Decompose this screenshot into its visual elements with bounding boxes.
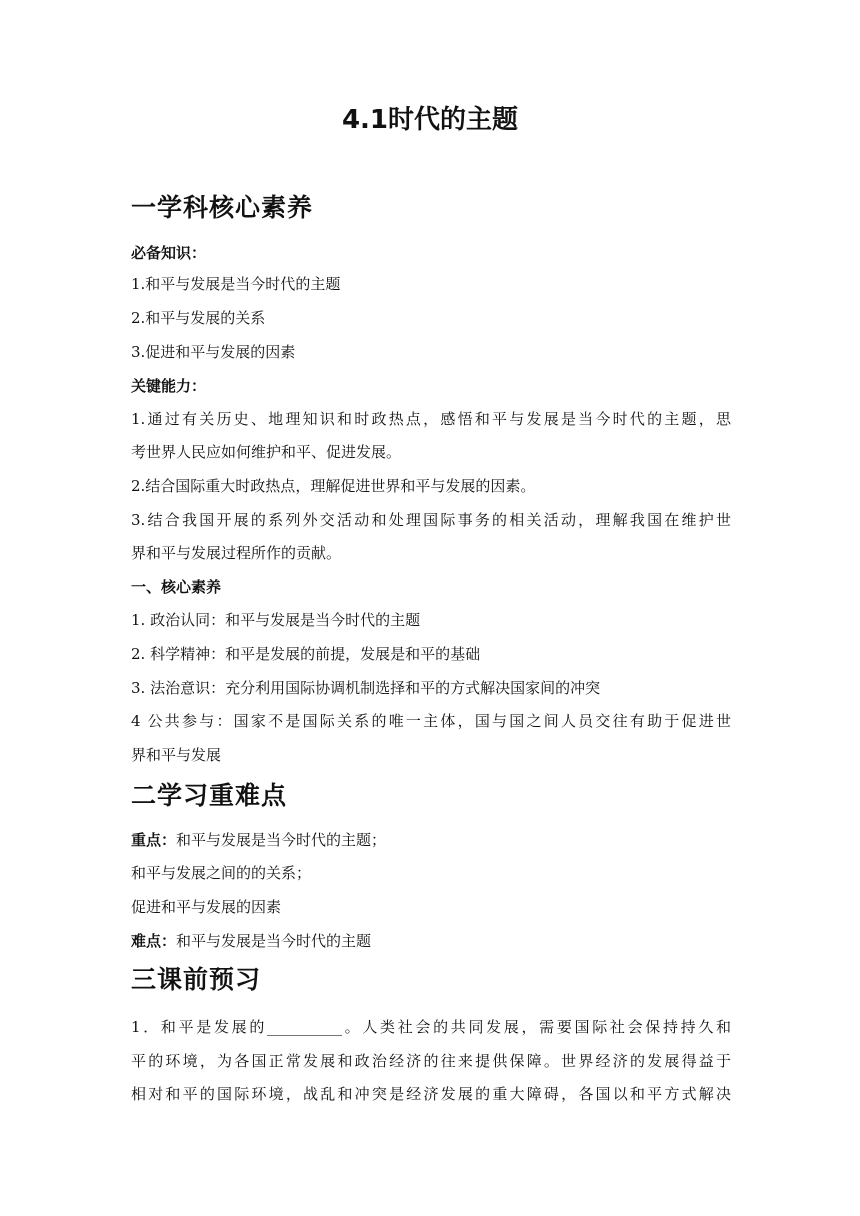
section-heading-literacy: 一学科核心素养 (131, 193, 314, 222)
key-point-label: 重点： (131, 831, 177, 849)
core-line-1: 1. 政治认同：和平与发展是当今时代的主题 (131, 611, 421, 629)
key-ability-label: 关键能力： (131, 377, 207, 395)
core-line-4: 4 公共参与：国家不是国际关系的唯一主体，国与国之间人员交往有助于促进世 (131, 712, 731, 730)
document-title: 4.1时代的主题 (341, 105, 519, 135)
required-item-3: 3.促进和平与发展的因素 (131, 343, 296, 361)
ability-line-5: 界和平与发展过程所作的贡献。 (131, 544, 342, 562)
section-heading-preview: 三课前预习 (131, 965, 262, 994)
ability-line-2: 考世界人民应如何维护和平、促进发展。 (131, 443, 402, 461)
core-literacy-label: 一、核心素养 (131, 578, 222, 596)
required-item-1: 1.和平与发展是当今时代的主题 (131, 275, 341, 293)
section-heading-key-points: 二学习重难点 (131, 781, 288, 810)
ability-line-1: 1.通过有关历史、地理知识和时政热点，感悟和平与发展是当今时代的主题，思 (131, 410, 731, 428)
preview-line-1: 1．和平是发展的__________。人类社会的共同发展，需要国际社会保持持久和 (131, 1018, 731, 1036)
core-line-2: 2. 科学精神：和平是发展的前提，发展是和平的基础 (131, 645, 481, 663)
ability-line-3: 2.结合国际重大时政热点，理解促进世界和平与发展的因素。 (131, 477, 536, 495)
key-point-line (131, 829, 731, 851)
core-line-3: 3. 法治意识：充分利用国际协调机制选择和平的方式解决国家间的冲突 (131, 679, 601, 697)
required-item-2: 2.和平与发展的关系 (131, 309, 266, 327)
required-knowledge-label: 必备知识： (131, 244, 207, 262)
ability-line-4: 3.结合我国开展的系列外交活动和处理国际事务的相关活动，理解我国在维护世 (131, 511, 731, 529)
difficulty-label: 难点： (131, 932, 177, 950)
key-point-text: 和平与发展是当今时代的主题； (176, 831, 387, 849)
key-point-line-3: 促进和平与发展的因素 (131, 898, 282, 916)
key-point-line-2: 和平与发展之间的的关系； (131, 864, 312, 882)
difficulty-line (131, 930, 731, 952)
preview-line-3: 相对和平的国际环境，战乱和冲突是经济发展的重大障碍，各国以和平方式解决 (131, 1085, 731, 1103)
core-line-5: 界和平与发展 (131, 746, 222, 764)
preview-line-2: 平的环境，为各国正常发展和政治经济的往来提供保障。世界经济的发展得益于 (131, 1052, 731, 1070)
difficulty-text: 和平与发展是当今时代的主题 (176, 932, 372, 950)
